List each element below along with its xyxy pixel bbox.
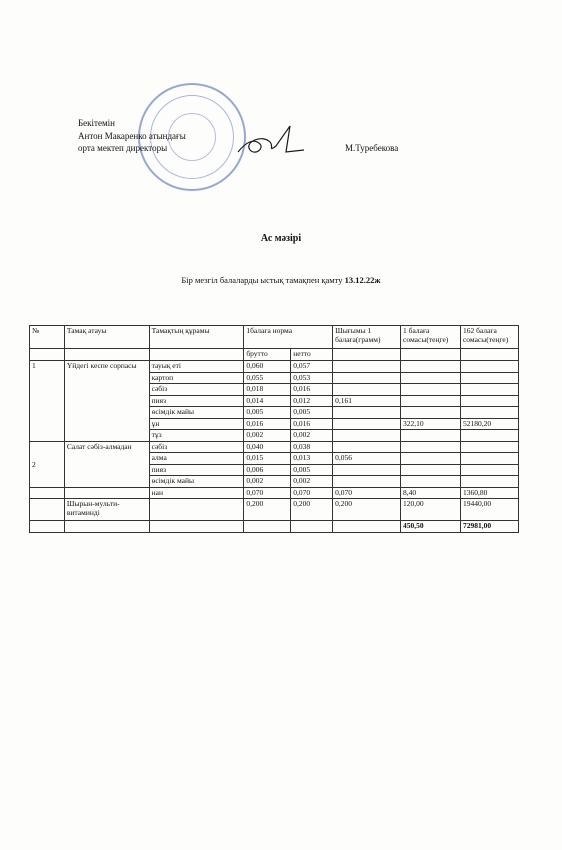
yield-value: 0,161 [333, 395, 401, 407]
cost162-value [460, 395, 518, 407]
ingredient-name: алма [149, 453, 244, 465]
brutto-value: 0,002 [244, 476, 291, 488]
yield-value [333, 372, 401, 384]
cost1-value [401, 395, 461, 407]
yield-value [333, 464, 401, 476]
netto-value: 0,002 [291, 476, 333, 488]
juice-cost1: 120,00 [401, 499, 461, 521]
netto-value: 0,038 [291, 441, 333, 453]
menu-table [29, 325, 519, 533]
cost162-value [460, 407, 518, 419]
cost1-value [401, 372, 461, 384]
brutto-value: 0,006 [244, 464, 291, 476]
cost1-value [401, 361, 461, 373]
dish-2-rows [30, 441, 519, 487]
yield-value [333, 407, 401, 419]
header-no: № [30, 326, 65, 349]
header-ingredients: Тамақтың құрамы [149, 326, 244, 349]
cost162-value [460, 453, 518, 465]
yield-value [333, 384, 401, 396]
total-cost1: 450,50 [401, 521, 461, 533]
ingredient-row [30, 441, 519, 453]
cost1-value [401, 464, 461, 476]
juice-row [30, 499, 519, 521]
cost162-value [460, 372, 518, 384]
cost162-value [460, 361, 518, 373]
ingredient-name: картоп [149, 372, 244, 384]
header-netto: нетто [291, 349, 333, 361]
ingredient-name: пияз [149, 464, 244, 476]
header-cost1: 1 балаға сомасы(теңге) [401, 326, 461, 349]
header-row [30, 326, 519, 349]
brutto-value: 0,014 [244, 395, 291, 407]
document-subtitle [0, 275, 562, 285]
cost162-value [460, 476, 518, 488]
subtitle-text: Бір мезгіл балаларды ыстық тамақпен қамту [181, 275, 345, 285]
cost1-value [401, 407, 461, 419]
netto-value: 0,013 [291, 453, 333, 465]
cost1-value: 322,10 [401, 418, 461, 430]
total-cost162: 72981,00 [460, 521, 518, 533]
header-brutto: брутто [244, 349, 291, 361]
netto-value: 0,012 [291, 395, 333, 407]
bread-ingredient: нан [149, 487, 244, 499]
brutto-value: 0,018 [244, 384, 291, 396]
total-row [30, 521, 519, 533]
yield-value [333, 476, 401, 488]
subheader-row [30, 349, 519, 361]
yield-value [333, 441, 401, 453]
bread-netto: 0,070 [291, 487, 333, 499]
ingredient-name: сәбіз [149, 384, 244, 396]
netto-value: 0,005 [291, 464, 333, 476]
juice-brutto: 0,200 [244, 499, 291, 521]
ingredient-name: ұн [149, 418, 244, 430]
ingredient-name: өсімдік майы [149, 476, 244, 488]
cost1-value [401, 384, 461, 396]
approval-block [78, 117, 186, 155]
bread-cost162: 1360,80 [460, 487, 518, 499]
header-cost162: 162 балаға сомасы(теңге) [460, 326, 518, 349]
juice-name: Шырын-мульти-витаминді [64, 499, 149, 521]
document-title: Ас мәзірі [260, 233, 302, 244]
bread-cost1: 8,40 [401, 487, 461, 499]
ingredient-name: тұз [149, 430, 244, 442]
brutto-value: 0,015 [244, 453, 291, 465]
cost162-value: 52180,20 [460, 418, 518, 430]
cost1-value [401, 430, 461, 442]
ingredient-name: тауық еті [149, 361, 244, 373]
netto-value: 0,005 [291, 407, 333, 419]
cost162-value [460, 441, 518, 453]
yield-value [333, 361, 401, 373]
ingredient-row [30, 361, 519, 373]
header-yield: Шығымы 1 балаға(грамм) [333, 326, 401, 349]
yield-value: 0,056 [333, 453, 401, 465]
bread-brutto: 0,070 [244, 487, 291, 499]
yield-value [333, 418, 401, 430]
dish-number: 1 [30, 361, 65, 442]
dish-number: 2 [30, 441, 65, 487]
brutto-value: 0,005 [244, 407, 291, 419]
cost1-value [401, 453, 461, 465]
yield-value [333, 430, 401, 442]
bread-row [30, 487, 519, 499]
netto-value: 0,016 [291, 418, 333, 430]
subtitle-date: 13.12.22ж [344, 275, 381, 285]
dish-1-rows [30, 361, 519, 442]
cost162-value [460, 384, 518, 396]
signer-name: М.Туребекова [345, 143, 399, 153]
cost1-value [401, 441, 461, 453]
juice-cost162: 19440,00 [460, 499, 518, 521]
cost1-value [401, 476, 461, 488]
approval-line-3: орта мектеп директоры [78, 143, 168, 153]
ingredient-name: өсімдік майы [149, 407, 244, 419]
approval-line-2: Антон Макаренко атындағы [78, 130, 186, 141]
header-norm: 1балаға норма [244, 326, 333, 349]
ingredient-name: пияз [149, 395, 244, 407]
brutto-value: 0,040 [244, 441, 291, 453]
brutto-value: 0,055 [244, 372, 291, 384]
juice-yield: 0,200 [333, 499, 401, 521]
director-signature [232, 112, 312, 160]
cost162-value [460, 430, 518, 442]
dish-name: Салат сәбіз-алмадан [64, 441, 149, 487]
approval-line-1: Бекітемін [78, 118, 115, 128]
header-dish: Тамақ атауы [64, 326, 149, 349]
netto-value: 0,002 [291, 430, 333, 442]
cost162-value [460, 464, 518, 476]
brutto-value: 0,002 [244, 430, 291, 442]
netto-value: 0,016 [291, 384, 333, 396]
brutto-value: 0,060 [244, 361, 291, 373]
brutto-value: 0,016 [244, 418, 291, 430]
netto-value: 0,053 [291, 372, 333, 384]
dish-name: Үйдегі кеспе сорпасы [64, 361, 149, 442]
netto-value: 0,057 [291, 361, 333, 373]
ingredient-name: сәбіз [149, 441, 244, 453]
juice-netto: 0,200 [291, 499, 333, 521]
bread-yield: 0,070 [333, 487, 401, 499]
